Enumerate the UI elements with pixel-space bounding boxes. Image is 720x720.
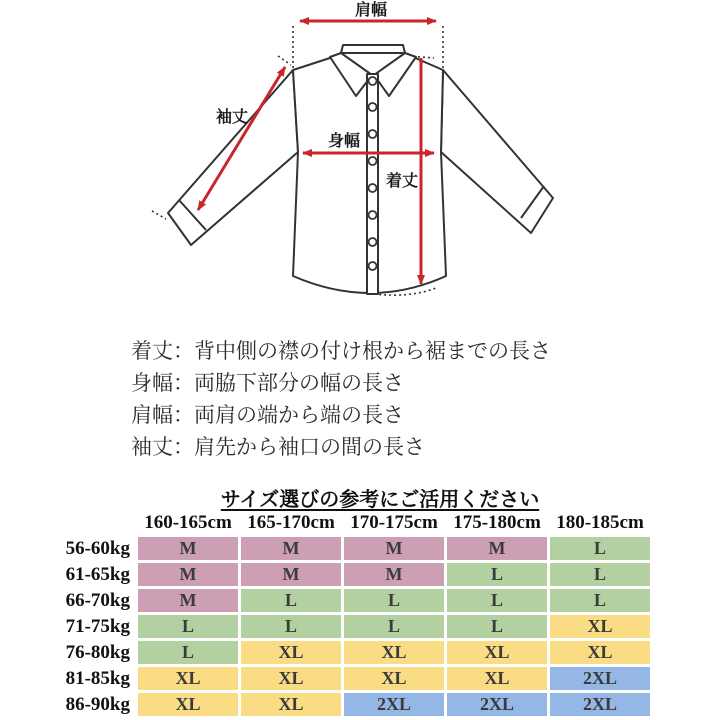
weight-label: 71-75kg (65, 615, 130, 637)
height-header: 165-170cm (247, 511, 335, 533)
size-cell: M (138, 537, 238, 560)
shirt-outline (168, 45, 553, 294)
shoulder-width-label: 肩幅 (354, 2, 388, 19)
body-width-label: 身幅 (327, 133, 361, 150)
size-cell: L (550, 537, 650, 560)
height-header: 160-165cm (144, 511, 232, 533)
garment-length-label: 着丈 (385, 173, 419, 190)
size-cell: XL (138, 667, 238, 690)
definition-shoulder-width: 肩幅：両肩の端から端の長さ (131, 404, 404, 427)
measurement-definitions (131, 336, 551, 464)
size-cell: 2XL (447, 693, 547, 716)
size-cell: XL (550, 615, 650, 638)
size-cell: L (241, 589, 341, 612)
size-cell: M (138, 589, 238, 612)
size-cell: L (344, 615, 444, 638)
size-cell: L (550, 589, 650, 612)
table-corner (75, 511, 135, 534)
size-cell: XL (447, 667, 547, 690)
weight-label: 86-90kg (65, 693, 130, 715)
size-cell: L (344, 589, 444, 612)
size-cell: XL (241, 641, 341, 664)
weight-label: 81-85kg (65, 667, 130, 689)
collar-band (341, 45, 405, 53)
size-cell: XL (344, 667, 444, 690)
right-sleeve (441, 70, 553, 233)
size-cell: L (447, 589, 547, 612)
weight-label: 76-80kg (65, 641, 130, 663)
height-header: 180-185cm (556, 511, 644, 533)
size-cell: L (447, 615, 547, 638)
size-cell: XL (241, 667, 341, 690)
size-table-title: サイズ選びの参考にご活用ください (220, 489, 540, 511)
definition-garment-length: 着丈：背中側の襟の付け根から裾までの長さ (131, 340, 551, 363)
shirt-measurement-diagram (0, 0, 720, 330)
size-cell: M (241, 537, 341, 560)
weight-label: 56-60kg (65, 537, 130, 559)
size-cell: M (447, 537, 547, 560)
size-cell: L (138, 615, 238, 638)
size-cell: L (138, 641, 238, 664)
size-cell: 2XL (344, 693, 444, 716)
size-cell: M (138, 563, 238, 586)
size-cell: XL (138, 693, 238, 716)
size-table (65, 511, 650, 716)
size-cell: XL (550, 641, 650, 664)
height-header: 170-175cm (350, 511, 438, 533)
size-cell: L (447, 563, 547, 586)
size-cell: XL (241, 693, 341, 716)
size-cell: M (344, 563, 444, 586)
size-cell: XL (447, 641, 547, 664)
size-cell: XL (344, 641, 444, 664)
weight-label: 66-70kg (65, 589, 130, 611)
definition-sleeve-length: 袖丈：肩先から袖口の間の長さ (131, 436, 425, 459)
height-header: 175-180cm (453, 511, 541, 533)
sleeve-length-label: 袖丈 (215, 109, 249, 126)
definition-body-width: 身幅：両脇下部分の幅の長さ (131, 372, 404, 395)
weight-label: 61-65kg (65, 563, 130, 585)
size-cell: L (550, 563, 650, 586)
size-cell: L (241, 615, 341, 638)
size-cell: 2XL (550, 667, 650, 690)
left-sleeve (168, 70, 298, 245)
size-cell: M (241, 563, 341, 586)
size-cell: M (344, 537, 444, 560)
size-cell: 2XL (550, 693, 650, 716)
